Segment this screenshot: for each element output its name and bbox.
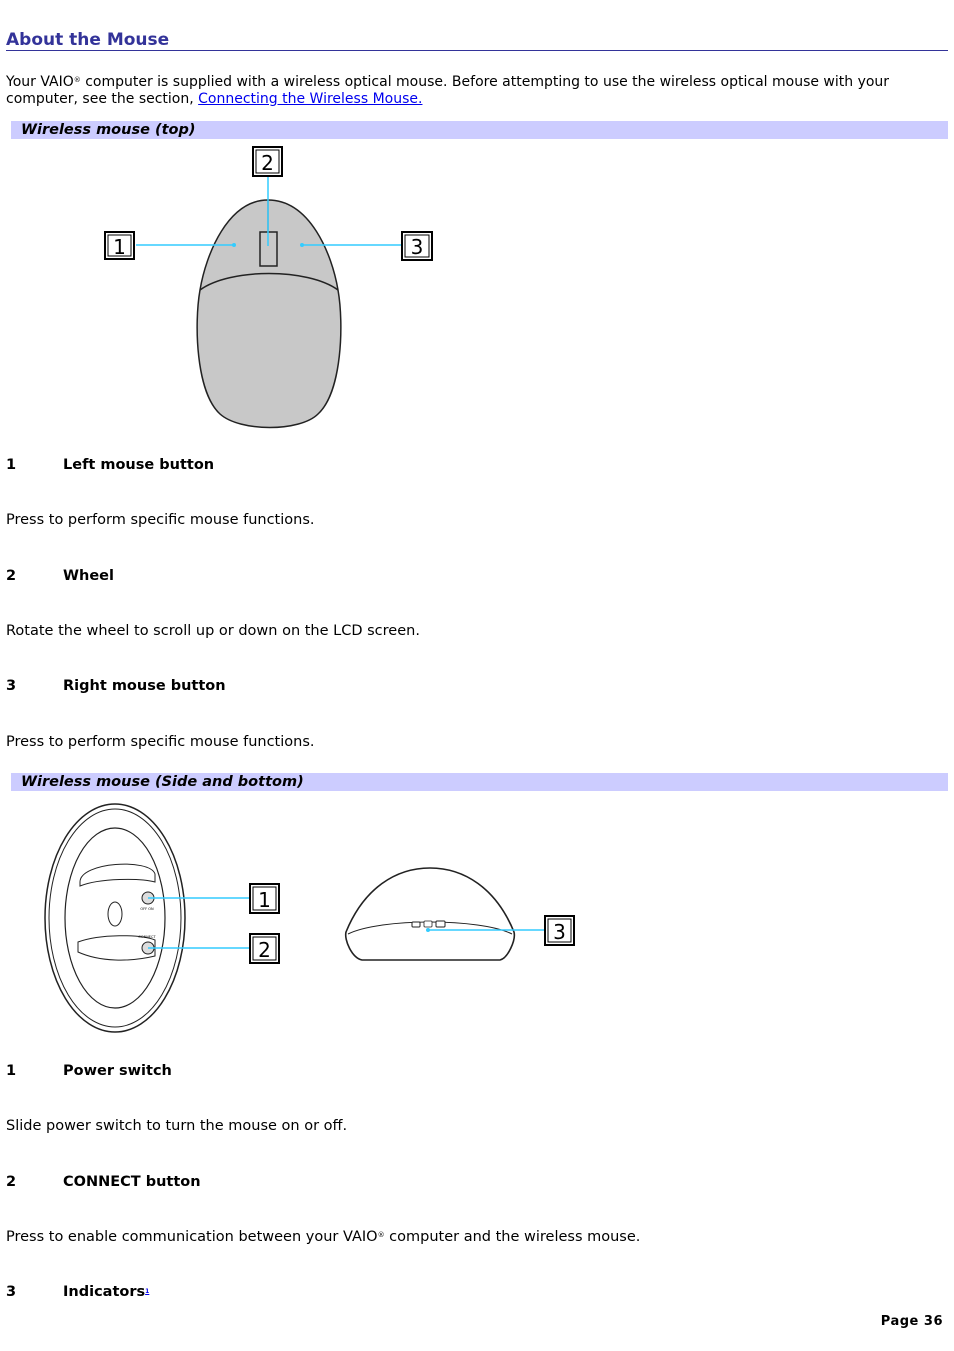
optical-sensor-icon [108,902,122,926]
callout-1-bottom [250,884,279,913]
item-description: Press to perform specific mouse functions. [6,512,315,528]
mouse-bottom-diagram [40,802,290,1038]
item-number: 3 [6,678,17,694]
intro-text-1: Your VAIO [6,74,74,90]
indicator-icon-1 [412,922,420,927]
leader-dot-left [232,243,236,247]
connect-desc-1: Press to enable communication between your VAIO [6,1229,378,1245]
indicator-icon-3 [436,921,445,927]
section-heading-top-text: Wireless mouse (top) [21,122,196,138]
section-heading-top [11,121,948,139]
item-term-power-switch: Power switch [63,1063,172,1079]
callout-3-bottom [545,916,574,945]
indicators-term-text: Indicators [63,1284,146,1300]
item-number: 1 [6,457,17,473]
section-heading-side-bottom [11,773,948,791]
item-term-connect-button: CONNECT button [63,1174,201,1190]
item-term-indicators [63,1284,149,1300]
intro-paragraph [6,72,936,108]
connect-desc-2: computer and the wireless mouse. [384,1229,641,1245]
connecting-mouse-link[interactable]: Connecting the Wireless Mouse. [198,91,423,107]
item-number: 2 [6,568,17,584]
item-term-right-button: Right mouse button [63,678,226,694]
mouse-side-diagram [340,862,580,966]
item-description: Rotate the wheel to scroll up or down on the LCD screen. [6,623,420,639]
indicator-icon-2 [424,921,432,927]
registered-mark: ® [73,76,81,84]
registered-mark: ® [377,1231,385,1239]
item-number: 3 [6,1284,17,1300]
footnote-link[interactable]: 1 [145,1288,150,1295]
item-description: Press to perform specific mouse functions. [6,734,315,750]
mouse-top-diagram [100,142,440,434]
callout-2-bottom [250,934,279,963]
leader-dot-right [300,243,304,247]
callout-2-top-label: 2 [261,151,274,175]
item-description [6,1229,640,1245]
callout-3-top-label: 3 [410,235,424,259]
off-on-label: OFF ON [140,907,154,911]
leader-dot-indicators [426,928,430,932]
item-term-left-button: Left mouse button [63,457,215,473]
mouse-side-body [346,868,515,960]
item-number: 1 [6,1063,17,1079]
item-description: Slide power switch to turn the mouse on or off. [6,1118,348,1134]
callout-1-top [105,232,134,259]
callout-3-bottom-label: 3 [553,920,566,944]
page-number: Page 36 [880,1314,943,1329]
page-title: About the Mouse [6,30,948,51]
item-number: 2 [6,1174,17,1190]
callout-1-top-label: 1 [113,235,126,259]
section-heading-side-bottom-text: Wireless mouse (Side and bottom) [21,774,304,790]
item-term-wheel: Wheel [63,568,114,584]
connect-label: CONNECT [138,935,156,939]
callout-2-bottom-label: 2 [258,938,271,962]
callout-2-top [253,147,282,176]
intro-text-2: computer is supplied with a wireless optical mouse. Before attempting to use the wireless optical mouse with your computer, see the section, [6,74,890,107]
callout-3-top [402,232,432,260]
callout-1-bottom-label: 1 [258,888,271,912]
